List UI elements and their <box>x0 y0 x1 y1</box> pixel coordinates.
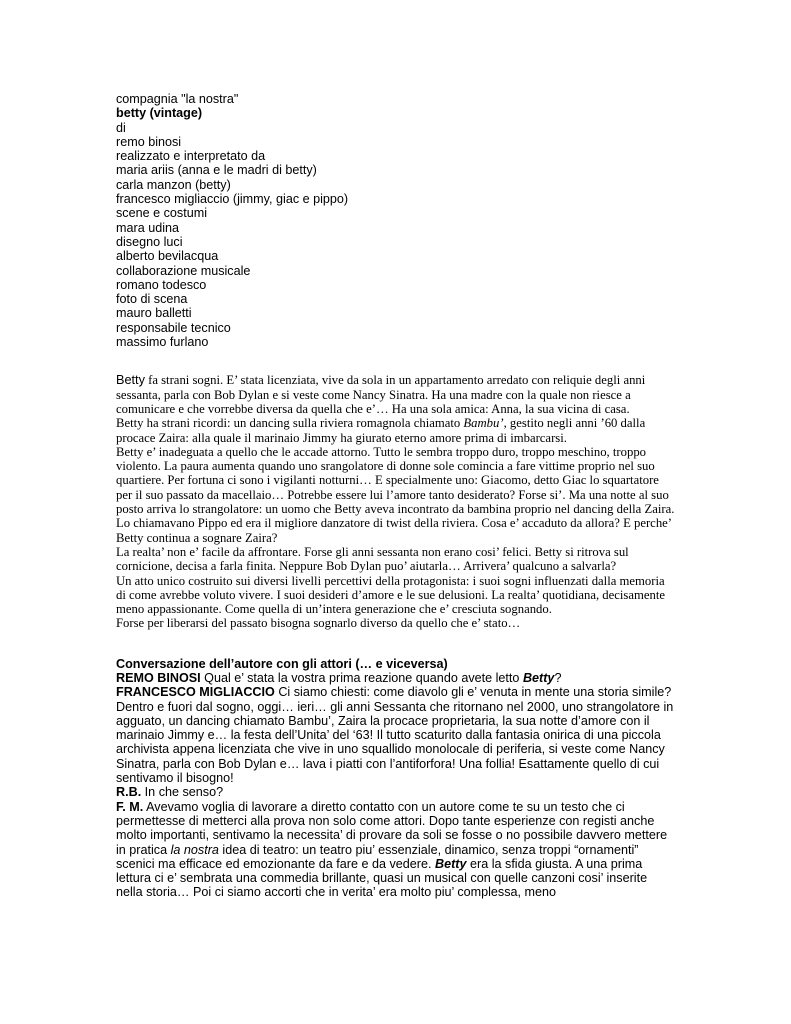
speaker-francesco: FRANCESCO MIGLIACCIO <box>116 685 275 700</box>
answer-1 <box>116 685 676 785</box>
synopsis-paragraph: Forse per liberarsi del passato bisogna sognarlo diverso da quello che e’ stato… <box>116 616 521 631</box>
scenes-name: mara udina <box>116 220 180 235</box>
answer-text: era la sfida giusta. A una prima lettura ci e’ sembrata una commedia brillante, quasi un musical con quelle canzoni cosi’ inserite nella storia… Poi ci siamo accorti che in verita’ era molto piu’ complessa, meno <box>116 856 648 900</box>
conversation-block <box>116 657 676 900</box>
realized-label: realizzato e interpretato da <box>116 149 266 164</box>
synopsis-text: fa strani sogni. E’ stata licenziata, vive da sola in un appartamento arredato con reliquie degli anni sessanta, parla con Bob Dylan e si veste come Nancy Sinatra. Ha una madre con la quale non riesce a comunicare e che vorrebbe diversa da quella che e’… Ha una sola amica: Anna, la sua vicina di casa. <box>116 373 646 416</box>
play-title: betty (vintage) <box>116 106 203 121</box>
betty-title: Betty <box>435 856 467 871</box>
lights-label: disegno luci <box>116 234 183 249</box>
scenes-label: scene e costumi <box>116 206 207 221</box>
synopsis-text: , gestito negli anni ’60 dalla procace Zaira: alla quale il marinaio Jimmy ha giurato eterno amore prima di imbarcarsi. <box>116 416 646 445</box>
answer-text: Avevamo voglia di lavorare a diretto contatto con un autore come te su un testo che ci permettesse di metterci alla prova non solo come attori. Dopo tante esperienze con registi anche molto importanti, sentivamo la necessita’ di provare da soli se fosse o no possibile davvero mettere in pratica <box>116 799 668 857</box>
answer-text: Ci siamo chiesti: come diavolo gli e’ venuta in mente una storia simile? Dentro e fuori dal sogno, oggi… ieri… gli anni Sessanta che ritornano nel 2000, uno strangolatore in agguato, un dancing chiamato Bambu’, Zaira la procace proprietaria, la sua notte d’amore con il marinaio Jimmy e… la festa dell’Unita’ del ‘63! Il tutto scaturito dalla fantasia onirica di una piccola archivista appena licenziata che vive in uno squallido monolocale di periferia, si veste come Nancy Sinatra, parla con Bob Dylan e… lava i piatti con l’antiforfora! Una follia! Esattamente quello di cui sentivamo il bisogno! <box>116 685 674 786</box>
speaker-fm: F. M. <box>116 799 144 814</box>
question-text: Qual e’ stata la vostra prima reazione quando avete letto <box>200 670 523 685</box>
tech-label: responsabile tecnico <box>116 320 231 335</box>
document-page <box>116 92 676 900</box>
actor-ariis: maria ariis (anna e le madri di betty) <box>116 163 317 178</box>
credits-block <box>116 92 676 349</box>
synopsis-block <box>116 373 676 630</box>
synopsis-text: Betty ha strani ricordi: un dancing sulla riviera romagnola chiamato <box>116 416 464 431</box>
speaker-rb: R.B. <box>116 785 142 800</box>
question-text: In che senso? <box>141 785 224 800</box>
synopsis-paragraph <box>116 373 676 416</box>
la-nostra-italic: la nostra <box>170 842 219 857</box>
bambu-italic: Bambu’ <box>463 416 504 431</box>
photo-name: mauro balletti <box>116 306 192 321</box>
synopsis-paragraph: Betty e’ inadeguata a quello che le accade attorno. Tutto le sembra troppo duro, troppo meschino, troppo violento. La paura aumenta quando uno srangolatore di donne sole comincia a fare vittime proprio nel suo quartiere. Per fortuna ci sono i vigilanti notturni… E specialmente uno: Giacomo, detto Giac lo squartatore per il suo passato da macellaio… Potrebbe essere lui l’amore tanto desiderato? Forse si’. Ma una notte al suo posto arriva lo strangolatore: un uomo che Betty aveva incontrato da bambina proprio nel dancing della Zaira. Lo chiamavano Pippo ed era il migliore danzatore di twist della riviera. Cosa e’ accaduto da allora? E perche’ Betty continua a sognare Zaira? <box>116 444 675 545</box>
synopsis-paragraph <box>116 416 676 445</box>
credit-di: di <box>116 120 126 135</box>
betty-name: Betty <box>116 373 145 388</box>
conversation-heading: Conversazione dell’autore con gli attori (… e viceversa) <box>116 656 448 671</box>
music-label: collaborazione musicale <box>116 263 251 278</box>
music-name: romano todesco <box>116 277 207 292</box>
company-name: compagnia "la nostra" <box>116 92 239 106</box>
speaker-remo: REMO BINOSI <box>116 670 201 685</box>
photo-label: foto di scena <box>116 292 188 307</box>
actor-migliaccio: francesco migliaccio (jimmy, giac e pippo) <box>116 192 349 207</box>
synopsis-paragraph: La realta’ non e’ facile da affrontare. Forse gli anni sessanta non erano cosi’ felici. Betty si ritrova sul cornicione, decisa a farla finita. Neppure Bob Dylan puo’ aiutarla… Arrivera’ qualcuno a salvarla? <box>116 544 629 574</box>
synopsis-paragraph: Un atto unico costruito sui diversi livelli percettivi della protagonista: i suoi sogni influenzati dalla memoria di come avrebbe voluto vivere. I suoi desideri d’amore e le sue delusioni. La realta’ quotidiana, decisamente meno appassionante. Come quella di un’intera generazione che e’ cresciuta sognando. <box>116 573 665 617</box>
answer-text: idea di teatro: un teatro piu’ essenziale, dinamico, senza troppi “ornamenti” scenici ma efficace ed emozionante da fare e da vedere. <box>116 842 639 871</box>
betty-title: Betty <box>522 670 555 685</box>
tech-name: massimo furlano <box>116 335 209 350</box>
author-name: remo binosi <box>116 134 182 149</box>
actor-manzon: carla manzon (betty) <box>116 177 231 192</box>
lights-name: alberto bevilacqua <box>116 249 219 264</box>
question-1 <box>116 671 676 685</box>
question-mark: ? <box>554 670 562 685</box>
answer-2 <box>116 800 676 900</box>
question-2 <box>116 785 676 799</box>
